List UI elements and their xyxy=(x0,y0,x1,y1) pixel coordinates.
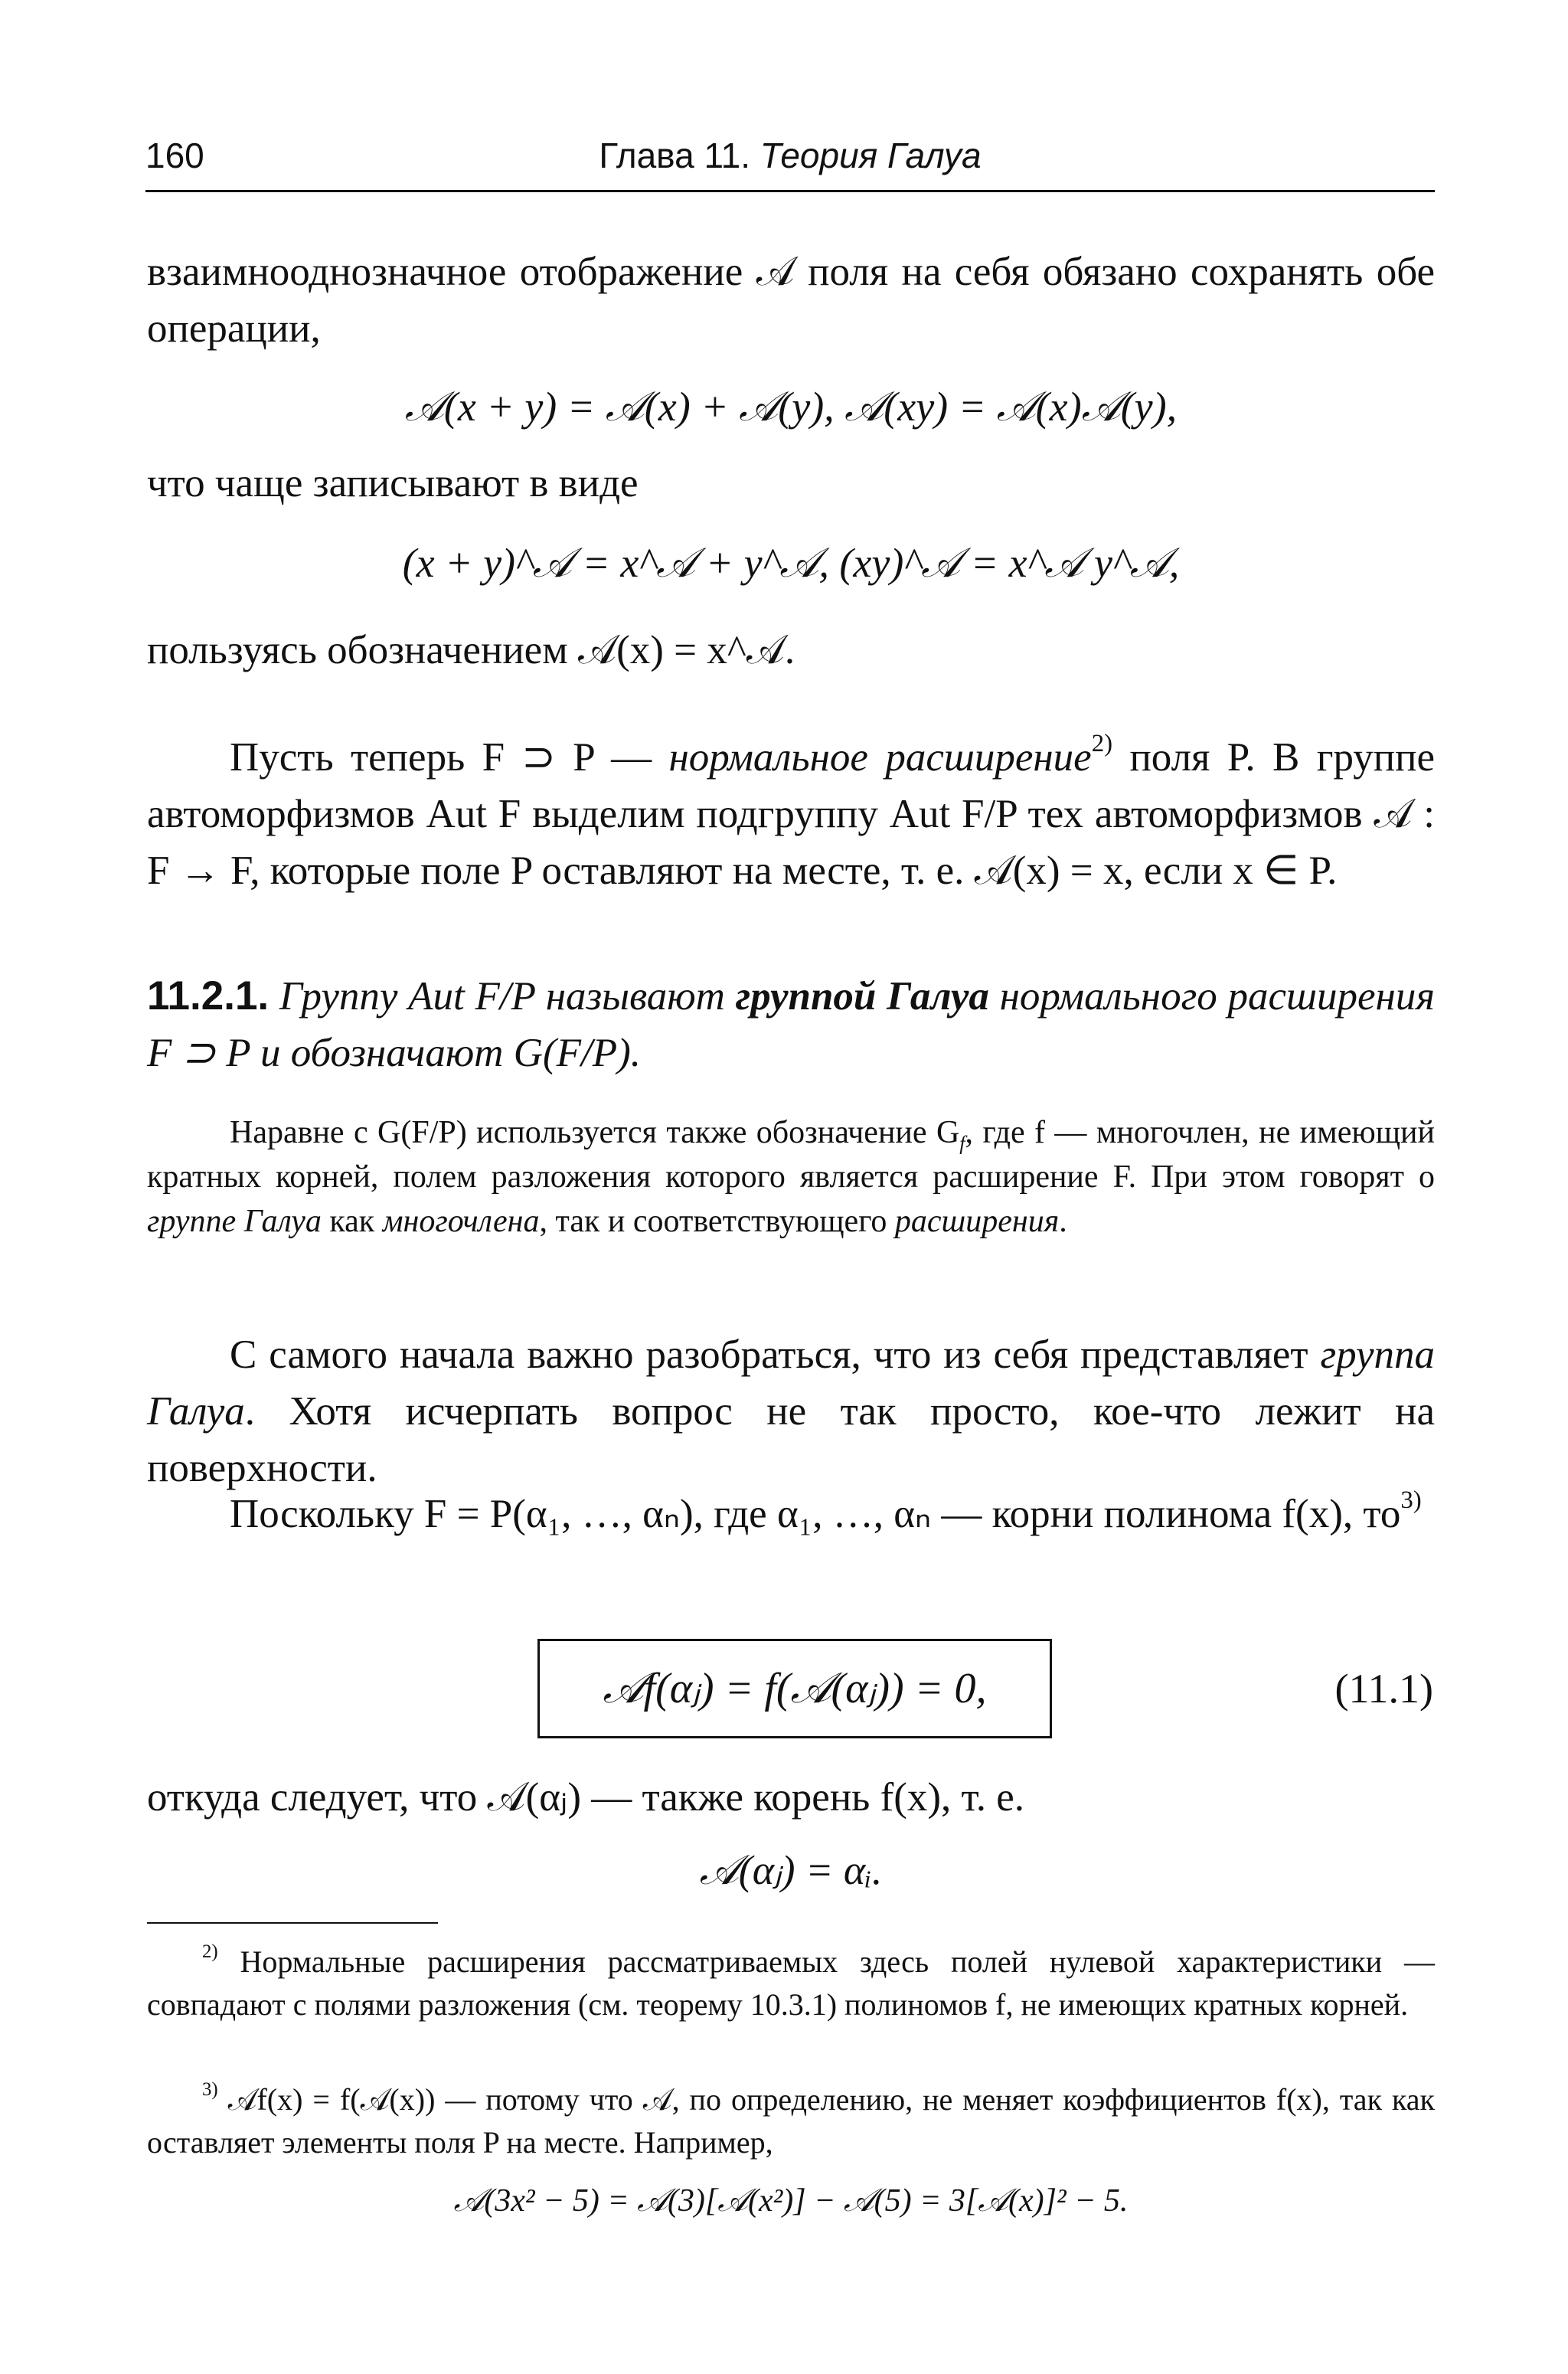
equation-operations: 𝒜(x + y) = 𝒜(x) + 𝒜(y), 𝒜(xy) = 𝒜(x)𝒜(y), xyxy=(404,384,1178,430)
paragraph-normal-extension xyxy=(147,729,1435,899)
galois-group-term: группой Галуа xyxy=(735,974,989,1019)
remark-small-print xyxy=(147,1110,1435,1244)
footnote-ref-3: 3) xyxy=(1400,1486,1422,1514)
para5-text-2: . Хотя исчерпать вопрос не так просто, кое-что лежит на поверхности. xyxy=(147,1389,1435,1490)
para6-text: Поскольку F = P(α₁, …, αₙ), где α₁, …, αₙ — корни полинома f(x), то xyxy=(230,1492,1401,1536)
para5-galois-group: группа Галуа xyxy=(147,1333,1435,1434)
remark-text-4: , так и соответствующего xyxy=(539,1204,895,1239)
equation-number: (11.1) xyxy=(1334,1666,1433,1712)
paragraph-roots xyxy=(147,1486,1435,1542)
equation-root-permutation: 𝒜(αⱼ) = αᵢ. xyxy=(699,1847,883,1893)
paragraph-consequence: откуда следует, что 𝒜(αⱼ) — также корень f(x), т. е. xyxy=(147,1775,1025,1820)
paragraph-galois-group-intro xyxy=(147,1326,1435,1496)
footnote-3-text: 𝒜f(x) = f(𝒜(x)) — потому что 𝒜, по определению, не меняет коэффициентов f(x), так как оставляет элементы поля P на месте. Например, xyxy=(147,2082,1435,2160)
footnote-2-text: Нормальные расширения рассматриваемых здесь полей нулевой характеристики — совпадают с полями разложения (см. теорему 10.3.1) полиномов f, не имеющих кратных корней. xyxy=(147,1944,1435,2022)
remark-galois-group: группе Галуа xyxy=(147,1204,322,1239)
running-head xyxy=(145,129,1435,190)
chapter-name: Теория Галуа xyxy=(760,136,982,175)
boxed-equation-11-1: 𝒜f(αⱼ) = f(𝒜(αⱼ)) = 0, xyxy=(537,1639,1052,1738)
normal-extension-term: нормальное расширение xyxy=(668,735,1092,780)
theorem-11-2-1 xyxy=(147,968,1435,1081)
footnote-equation: 𝒜(3x² − 5) = 𝒜(3)[𝒜(x²)] − 𝒜(5) = 3[𝒜(x)]² − 5. xyxy=(453,2183,1129,2219)
remark-text-1: Наравне с G(F/P) используется также обозначение G xyxy=(230,1115,960,1150)
chapter-label: Глава 11. xyxy=(599,136,750,175)
paragraph-using-notation: пользуясь обозначением 𝒜(x) = x^𝒜. xyxy=(147,628,795,672)
theorem-number: 11.2.1. xyxy=(147,973,270,1019)
chapter-title xyxy=(145,135,1435,176)
page-number: 160 xyxy=(145,136,204,175)
theorem-text-2: нормального расширения F ⊃ P и обозначают G(F/P). xyxy=(147,974,1435,1075)
footnote-rule xyxy=(147,1922,438,1924)
remark-text-3: как xyxy=(321,1204,383,1239)
para4-text-1: Пусть теперь F ⊃ P — xyxy=(230,735,669,780)
footnote-ref-2: 2) xyxy=(1091,729,1113,757)
remark-text-2: , где f — многочлен, не имеющий кратных корней, полем разложения которого является расширение F. При этом говорят о xyxy=(147,1115,1436,1195)
footnote-3-mark: 3) xyxy=(202,2078,218,2100)
remark-polynomial: многочлена xyxy=(382,1204,540,1239)
remark-extension: расширения xyxy=(894,1204,1060,1239)
footnote-3 xyxy=(147,2078,1435,2164)
equation-exponent-notation: (x + y)^𝒜 = x^𝒜 + y^𝒜, (xy)^𝒜 = x^𝒜 y^𝒜, xyxy=(402,540,1180,586)
para4-text-2: поля P. В группе автоморфизмов Aut F выделим подгруппу Aut F/P тех автоморфизмов 𝒜 : F → F, которые поле P оставляют на месте, т. е. 𝒜(x) = x, если x ∈ P. xyxy=(147,735,1435,893)
paragraph-intro: взаимнооднозначное отображение 𝒜 поля на себя обязано сохранять обе операции, xyxy=(147,250,1435,351)
remark-text-5: . xyxy=(1059,1204,1067,1239)
paragraph-notation: что чаще записывают в виде xyxy=(147,461,639,505)
remark-subscript-f: f xyxy=(959,1132,965,1155)
theorem-text-1: Группу Aut F/P называют xyxy=(269,974,736,1019)
footnote-2 xyxy=(147,1941,1435,2026)
header-rule xyxy=(145,190,1435,192)
para5-text-1: С самого начала важно разобраться, что из себя представляет xyxy=(230,1333,1321,1377)
footnote-2-mark: 2) xyxy=(202,1941,218,1962)
